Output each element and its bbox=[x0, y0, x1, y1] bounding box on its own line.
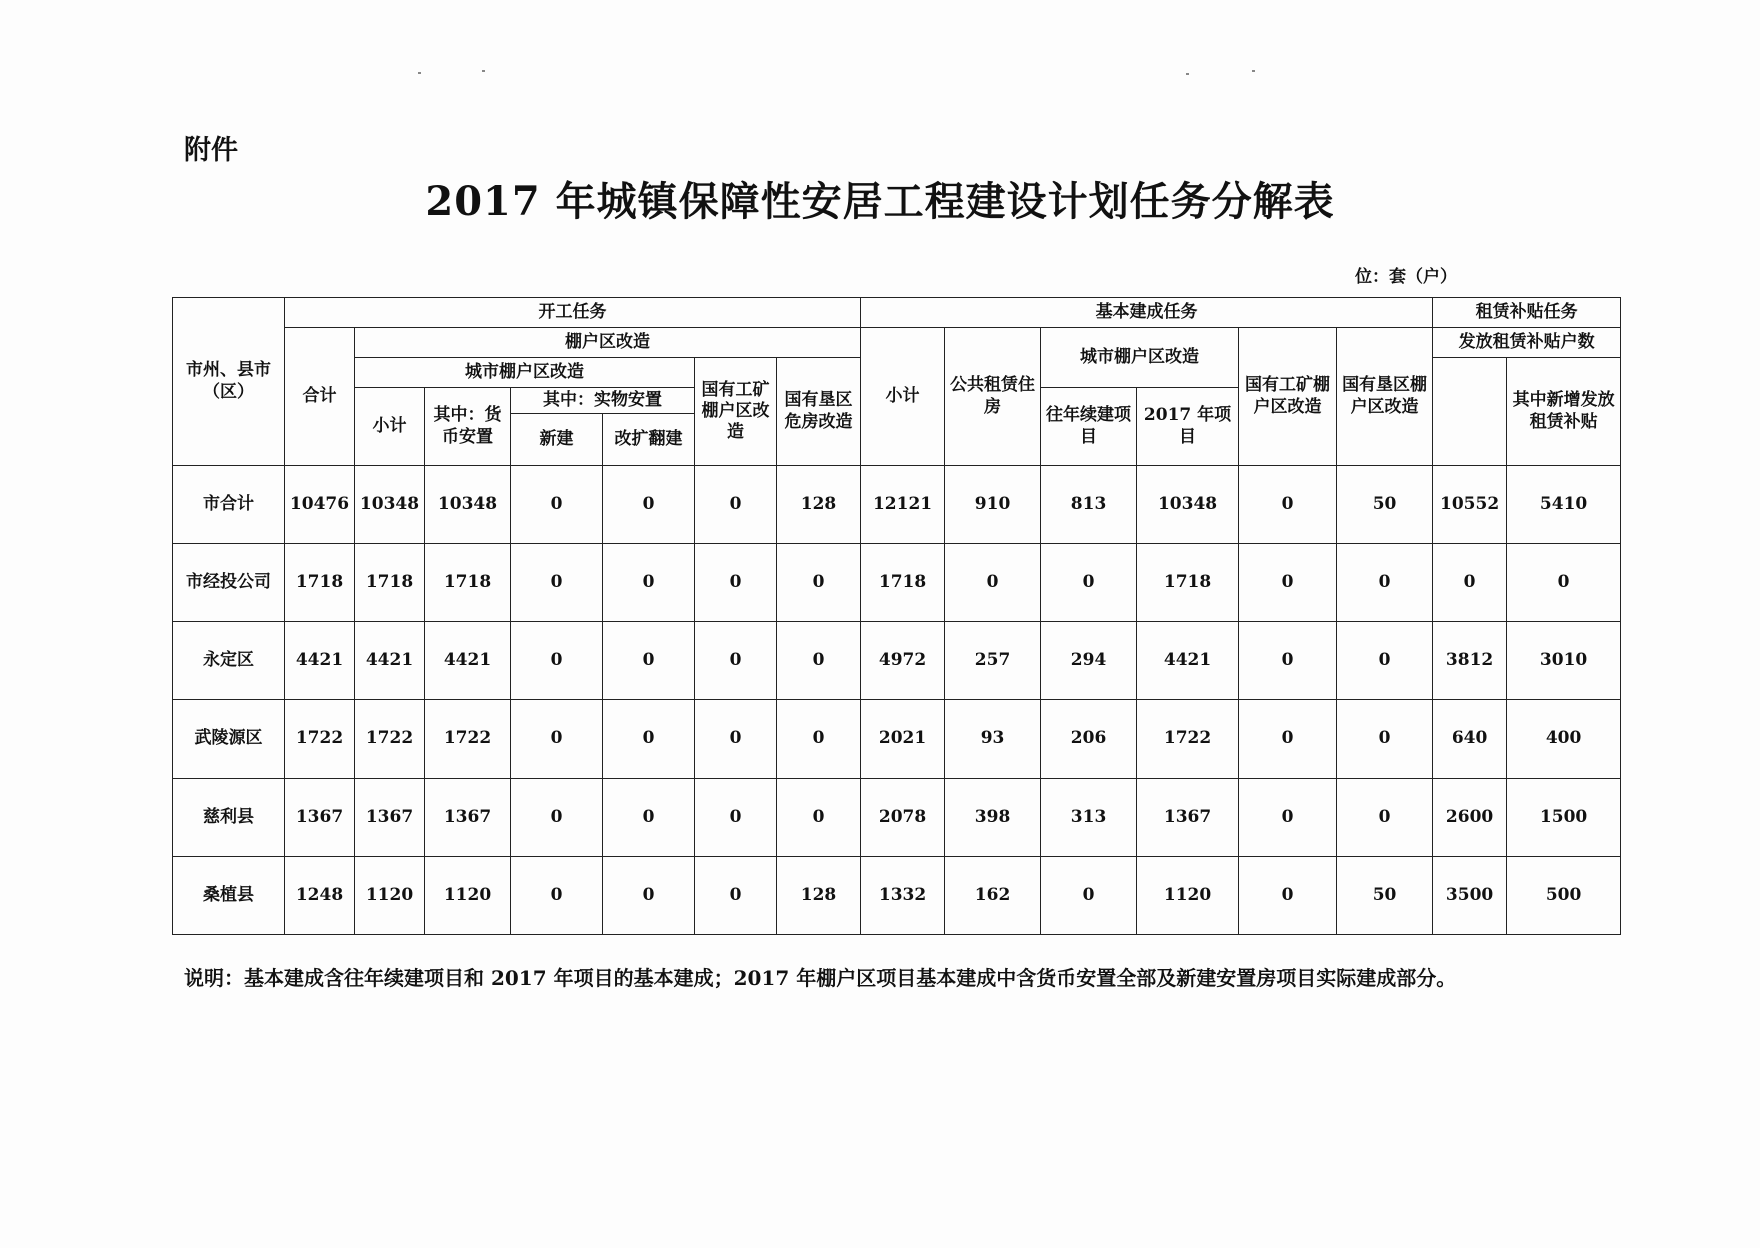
table-cell: 128 bbox=[777, 466, 861, 544]
table-cell: 0 bbox=[1239, 622, 1337, 700]
table-cell: 1120 bbox=[355, 856, 425, 934]
table-cell: 0 bbox=[603, 700, 695, 778]
table-cell: 1722 bbox=[425, 700, 511, 778]
table-cell: 0 bbox=[1337, 544, 1433, 622]
region-name: 市经投公司 bbox=[173, 544, 285, 622]
header-rent-empty bbox=[1433, 358, 1507, 466]
table-cell: 1367 bbox=[355, 778, 425, 856]
table-cell: 1120 bbox=[425, 856, 511, 934]
header-state-mine: 国有工矿棚户区改造 bbox=[695, 358, 777, 466]
table-cell: 3812 bbox=[1433, 622, 1507, 700]
header-rent-new: 其中新增发放租赁补贴 bbox=[1507, 358, 1621, 466]
table-cell: 1367 bbox=[1137, 778, 1239, 856]
task-table bbox=[172, 297, 1621, 935]
header-shanty-reform: 棚户区改造 bbox=[355, 328, 861, 358]
header-rent-households: 发放租赁补贴户数 bbox=[1433, 328, 1621, 358]
table-cell: 0 bbox=[695, 622, 777, 700]
header-region: 市州、县市（区） bbox=[173, 298, 285, 466]
table-note: 说明：基本建成含往年续建项目和 2017 年项目的基本建成；2017 年棚户区项目基本建成中含货币安置全部及新建安置房项目实际建成部分。 bbox=[184, 966, 1457, 990]
table-cell: 1367 bbox=[285, 778, 355, 856]
table-cell: 10476 bbox=[285, 466, 355, 544]
header-basic-state-mine: 国有工矿棚户区改造 bbox=[1239, 328, 1337, 466]
table-cell: 0 bbox=[1041, 856, 1137, 934]
table-cell: 3500 bbox=[1433, 856, 1507, 934]
header-start-total: 合计 bbox=[285, 328, 355, 466]
table-cell: 0 bbox=[777, 778, 861, 856]
table-cell: 294 bbox=[1041, 622, 1137, 700]
table-cell: 12121 bbox=[861, 466, 945, 544]
attachment-label: 附件 bbox=[184, 135, 238, 166]
table-cell: 93 bbox=[945, 700, 1041, 778]
scan-speck bbox=[482, 70, 485, 72]
header-state-farm-danger: 国有垦区危房改造 bbox=[777, 358, 861, 466]
region-name: 慈利县 bbox=[173, 778, 285, 856]
region-name: 桑植县 bbox=[173, 856, 285, 934]
table-cell: 1120 bbox=[1137, 856, 1239, 934]
table-cell: 0 bbox=[1239, 700, 1337, 778]
region-name: 市合计 bbox=[173, 466, 285, 544]
table-cell: 0 bbox=[603, 778, 695, 856]
table-cell: 2078 bbox=[861, 778, 945, 856]
table-cell: 162 bbox=[945, 856, 1041, 934]
region-name: 武陵源区 bbox=[173, 700, 285, 778]
header-year-2017: 2017 年项目 bbox=[1137, 388, 1239, 466]
table-cell: 5410 bbox=[1507, 466, 1621, 544]
table-cell: 206 bbox=[1041, 700, 1137, 778]
table-cell: 1722 bbox=[1137, 700, 1239, 778]
table-cell: 0 bbox=[511, 856, 603, 934]
table-cell: 0 bbox=[945, 544, 1041, 622]
table-cell: 0 bbox=[1239, 778, 1337, 856]
table-cell: 0 bbox=[603, 544, 695, 622]
region-name: 永定区 bbox=[173, 622, 285, 700]
table-cell: 1718 bbox=[1137, 544, 1239, 622]
header-city-shanty: 城市棚户区改造 bbox=[355, 358, 695, 388]
table-cell: 10552 bbox=[1433, 466, 1507, 544]
table-cell: 50 bbox=[1337, 466, 1433, 544]
table-cell: 0 bbox=[511, 778, 603, 856]
table-row bbox=[173, 856, 1621, 934]
header-rent-tasks: 租赁补贴任务 bbox=[1433, 298, 1621, 328]
table-cell: 1332 bbox=[861, 856, 945, 934]
header-rebuild: 改扩翻建 bbox=[603, 414, 695, 466]
table-cell: 1722 bbox=[285, 700, 355, 778]
header-basic-subtotal: 小计 bbox=[861, 328, 945, 466]
table-cell: 10348 bbox=[425, 466, 511, 544]
table-cell: 313 bbox=[1041, 778, 1137, 856]
table-cell: 910 bbox=[945, 466, 1041, 544]
table-cell: 0 bbox=[777, 622, 861, 700]
table-cell: 257 bbox=[945, 622, 1041, 700]
table-row bbox=[173, 778, 1621, 856]
scan-speck bbox=[1252, 70, 1255, 72]
table-cell: 128 bbox=[777, 856, 861, 934]
table-cell: 0 bbox=[1507, 544, 1621, 622]
table-cell: 1718 bbox=[861, 544, 945, 622]
table-cell: 0 bbox=[1239, 856, 1337, 934]
table-cell: 4972 bbox=[861, 622, 945, 700]
table-cell: 1248 bbox=[285, 856, 355, 934]
table-cell: 0 bbox=[777, 544, 861, 622]
table-cell: 0 bbox=[777, 700, 861, 778]
scan-speck bbox=[1186, 73, 1189, 75]
table-cell: 0 bbox=[511, 700, 603, 778]
table-cell: 2600 bbox=[1433, 778, 1507, 856]
table-cell: 398 bbox=[945, 778, 1041, 856]
scan-speck bbox=[418, 72, 421, 74]
header-start-tasks: 开工任务 bbox=[285, 298, 861, 328]
table-cell: 640 bbox=[1433, 700, 1507, 778]
table-cell: 4421 bbox=[1137, 622, 1239, 700]
table-cell: 0 bbox=[1239, 544, 1337, 622]
table-cell: 0 bbox=[695, 466, 777, 544]
table-cell: 1718 bbox=[355, 544, 425, 622]
header-new-build: 新建 bbox=[511, 414, 603, 466]
unit-label: 位：套（户） bbox=[1355, 267, 1457, 287]
header-monetary: 其中：货币安置 bbox=[425, 388, 511, 466]
table-row bbox=[173, 700, 1621, 778]
table-cell: 0 bbox=[1337, 700, 1433, 778]
table-row bbox=[173, 466, 1621, 544]
page-title: 2017 年城镇保障性安居工程建设计划任务分解表 bbox=[425, 178, 1335, 225]
table-cell: 1722 bbox=[355, 700, 425, 778]
header-subtotal: 小计 bbox=[355, 388, 425, 466]
table-cell: 10348 bbox=[1137, 466, 1239, 544]
header-basic-state-farm: 国有垦区棚户区改造 bbox=[1337, 328, 1433, 466]
header-prior-years: 往年续建项目 bbox=[1041, 388, 1137, 466]
table-cell: 50 bbox=[1337, 856, 1433, 934]
table-cell: 0 bbox=[603, 622, 695, 700]
table-cell: 4421 bbox=[285, 622, 355, 700]
table-cell: 500 bbox=[1507, 856, 1621, 934]
table-cell: 1718 bbox=[425, 544, 511, 622]
table-cell: 0 bbox=[1337, 778, 1433, 856]
table-row bbox=[173, 544, 1621, 622]
table-cell: 0 bbox=[511, 622, 603, 700]
table-cell: 0 bbox=[1337, 622, 1433, 700]
table-cell: 0 bbox=[603, 856, 695, 934]
header-basic-tasks: 基本建成任务 bbox=[861, 298, 1433, 328]
table-cell: 0 bbox=[511, 544, 603, 622]
table-cell: 1718 bbox=[285, 544, 355, 622]
table-cell: 0 bbox=[695, 700, 777, 778]
header-public-rental: 公共租赁住房 bbox=[945, 328, 1041, 466]
header-physical: 其中：实物安置 bbox=[511, 388, 695, 414]
table-cell: 1367 bbox=[425, 778, 511, 856]
table-cell: 4421 bbox=[355, 622, 425, 700]
table-cell: 0 bbox=[1239, 466, 1337, 544]
table-cell: 0 bbox=[603, 466, 695, 544]
table-cell: 0 bbox=[695, 778, 777, 856]
table-cell: 0 bbox=[1433, 544, 1507, 622]
table-row bbox=[173, 622, 1621, 700]
header-basic-city-shanty: 城市棚户区改造 bbox=[1041, 328, 1239, 388]
table-cell: 3010 bbox=[1507, 622, 1621, 700]
table-cell: 1500 bbox=[1507, 778, 1621, 856]
table-cell: 0 bbox=[1041, 544, 1137, 622]
table-cell: 400 bbox=[1507, 700, 1621, 778]
table-cell: 4421 bbox=[425, 622, 511, 700]
table-cell: 10348 bbox=[355, 466, 425, 544]
table-cell: 2021 bbox=[861, 700, 945, 778]
table-cell: 813 bbox=[1041, 466, 1137, 544]
table-cell: 0 bbox=[695, 544, 777, 622]
table-cell: 0 bbox=[511, 466, 603, 544]
table-cell: 0 bbox=[695, 856, 777, 934]
